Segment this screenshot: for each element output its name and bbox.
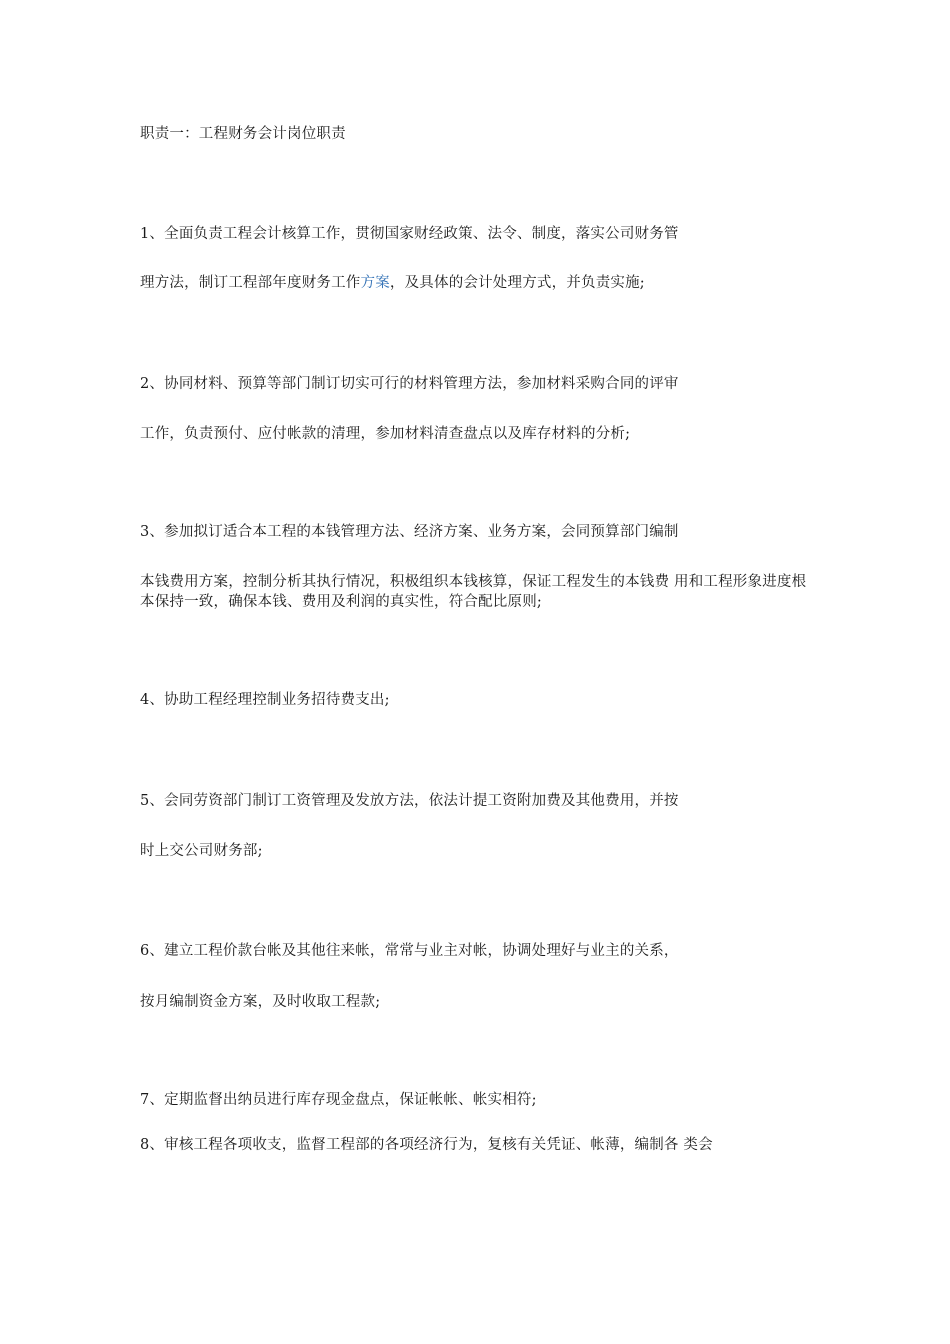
item-1-line-1: 1、全面负责工程会计核算工作，贯彻国家财经政策、法令、制度，落实公司财务管 — [140, 226, 679, 242]
item-1-line-2 — [140, 273, 645, 293]
item-1-text-after: ，及具体的会计处理方式，并负责实施; — [389, 275, 645, 291]
item-7-line-1: 7、定期监督出纳员进行库存现金盘点，保证帐帐、帐实相符; — [140, 1092, 537, 1108]
item-3-line-2: 本钱费用方案，控制分析其执行情况，积极组织本钱核算，保证工程发生的本钱费 用和工程形象进度根本保持一致，确保本钱、费用及利润的真实性，符合配比原则; — [140, 574, 807, 610]
item-6-line-2: 按月编制资金方案，及时收取工程款; — [140, 994, 381, 1010]
item-2-line-1: 2、协同材料、预算等部门制订切实可行的材料管理方法，参加材料采购合同的评审 — [140, 376, 679, 392]
item-4-line-1: 4、协助工程经理控制业务招待费支出; — [140, 692, 390, 708]
item-2-line-2: 工作，负责预付、应付帐款的清理，参加材料清查盘点以及库存材料的分析; — [140, 426, 631, 442]
item-5-line-1: 5、会同劳资部门制订工资管理及发放方法，依法计提工资附加费及其他费用，并按 — [140, 793, 679, 809]
item-1-text-before: 理方法，制订工程部年度财务工作 — [140, 275, 361, 291]
item-5-line-2: 时上交公司财务部; — [140, 843, 263, 859]
item-3-line-1: 3、参加拟订适合本工程的本钱管理方法、经济方案、业务方案，会同预算部门编制 — [140, 524, 679, 540]
item-8-line-1: 8、审核工程各项收支，监督工程部的各项经济行为，复核有关凭证、帐薄，编制各 类会 — [140, 1137, 713, 1153]
item-6-line-1: 6、建立工程价款台帐及其他往来帐，常常与业主对帐，协调处理好与业主的关系， — [140, 943, 679, 959]
plan-link[interactable]: 方案 — [360, 275, 390, 291]
document-title: 职责一：工程财务会计岗位职责 — [140, 126, 346, 142]
